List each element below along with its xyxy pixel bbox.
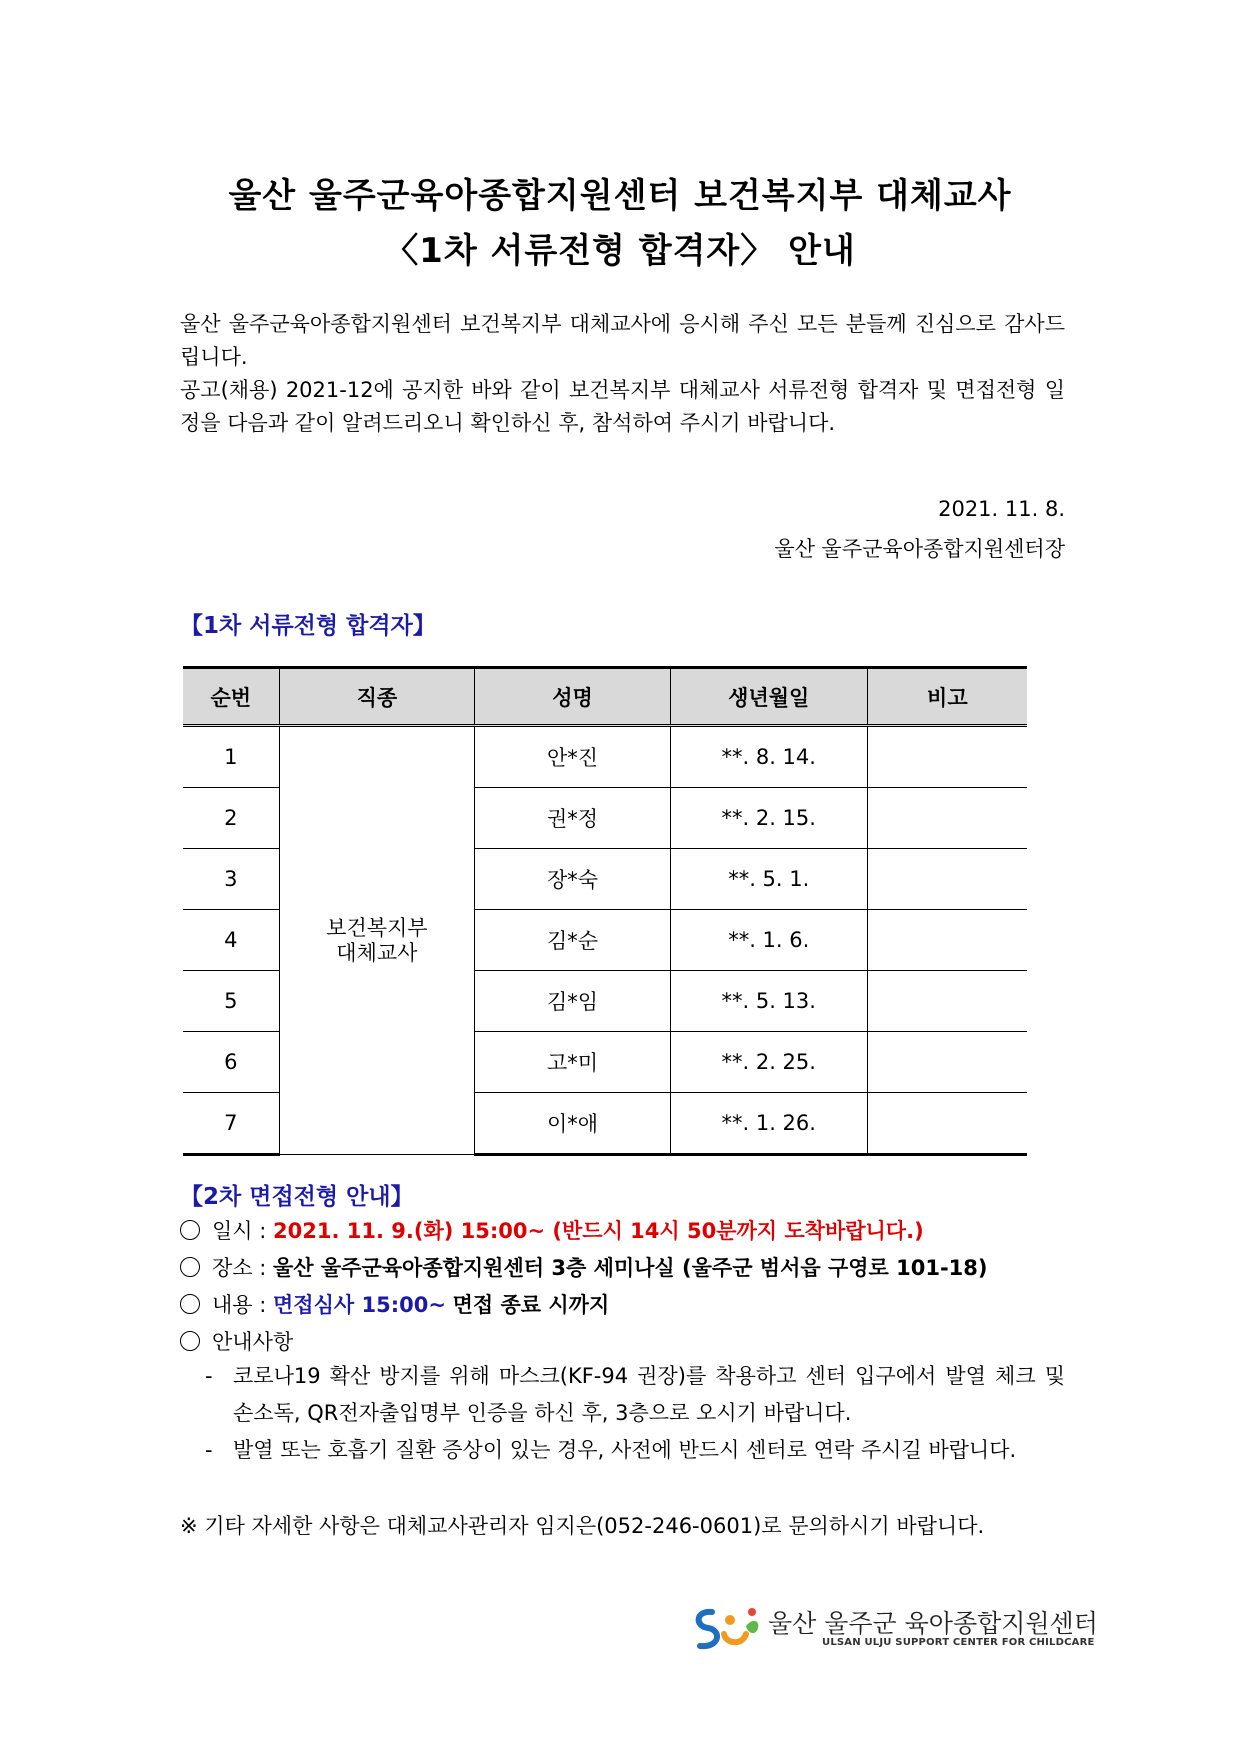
document-title-line2: 〈1차 서류전형 합격자〉 안내 (384, 231, 856, 271)
cell-birthdate: **. 8. 14. (670, 726, 867, 788)
circle-bullet-icon (180, 1331, 200, 1351)
notice-item (205, 1432, 1065, 1469)
content-label: 내용 : (212, 1293, 267, 1317)
circle-bullet-icon (180, 1257, 200, 1277)
cell-no: 7 (183, 1093, 279, 1155)
header-name: 성명 (475, 668, 671, 726)
cell-no: 4 (183, 910, 279, 971)
intro-paragraph (180, 308, 1065, 440)
cell-job-type (279, 726, 475, 1155)
notice-item-text: 코로나19 확산 방지를 위해 마스크(KF-94 권장)를 착용하고 센터 입구에서 발열 체크 및 손소독, QR전자출입명부 인증을 하신 후, 3층으로 오시기 바랍니다. (233, 1364, 1065, 1425)
cell-note (867, 726, 1027, 788)
interview-place-line (180, 1252, 988, 1282)
interview-datetime-line (180, 1215, 924, 1245)
header-note: 비고 (867, 668, 1027, 726)
place-label: 장소 : (212, 1256, 267, 1280)
cell-birthdate: **. 2. 25. (670, 1032, 867, 1093)
cell-birthdate: **. 5. 13. (670, 971, 867, 1032)
cell-note (867, 910, 1027, 971)
place-value: 울산 울주군육아종합지원센터 3층 세미나실 (울주군 범서읍 구영로 101-18) (273, 1256, 988, 1280)
interview-notice-line (180, 1326, 293, 1356)
cell-note (867, 849, 1027, 910)
cell-no: 3 (183, 849, 279, 910)
cell-note (867, 971, 1027, 1032)
center-logo (690, 1600, 1098, 1656)
table-header-row (183, 668, 1027, 726)
cell-no: 5 (183, 971, 279, 1032)
center-logo-icon (690, 1600, 764, 1654)
cell-birthdate: **. 2. 15. (670, 788, 867, 849)
notice-item (205, 1358, 1065, 1432)
interview-content-line (180, 1289, 609, 1319)
job-type-line1: 보건복지부 (326, 915, 428, 940)
cell-birthdate: **. 5. 1. (670, 849, 867, 910)
cell-name: 권*정 (475, 788, 671, 849)
document-title-line1: 울산 울주군육아종합지원센터 보건복지부 대체교사 (228, 176, 1012, 216)
intro-sentence-2: 공고(채용) 2021-12에 공지한 바와 같이 보건복지부 대체교사 서류전형 합격자 및 면접전형 일정을 다음과 같이 알려드리오니 확인하신 후, 참석하여 주시기 바랍니다. (180, 378, 1065, 435)
cell-note (867, 1093, 1027, 1155)
cell-name: 김*임 (475, 971, 671, 1032)
header-job-type: 직종 (279, 668, 475, 726)
cell-note (867, 1032, 1027, 1093)
header-no: 순번 (183, 668, 279, 726)
cell-name: 고*미 (475, 1032, 671, 1093)
job-type-line2: 대체교사 (336, 940, 418, 965)
cell-name: 김*순 (475, 910, 671, 971)
dash-bullet: - (205, 1438, 213, 1462)
content-value-rest: 면접 종료 시까지 (452, 1293, 610, 1317)
cell-no: 6 (183, 1032, 279, 1093)
cell-name: 장*숙 (475, 849, 671, 910)
cell-name: 안*진 (475, 726, 671, 788)
table-row (183, 726, 1027, 788)
section-heading-document-screening: 【1차 서류전형 합격자】 (180, 613, 436, 639)
header-birthdate: 생년월일 (670, 668, 867, 726)
cell-birthdate: **. 1. 26. (670, 1093, 867, 1155)
content-value-highlight: 면접심사 15:00~ (273, 1293, 446, 1317)
circle-bullet-icon (180, 1294, 200, 1314)
logo-name-english: ULSAN ULJU SUPPORT CENTER FOR CHILDCARE (822, 1637, 1095, 1648)
cell-birthdate: **. 1. 6. (670, 910, 867, 971)
document-sender: 울산 울주군육아종합지원센터장 (774, 537, 1065, 561)
intro-sentence-1: 울산 울주군육아종합지원센터 보건복지부 대체교사에 응시해 주신 모든 분들께 진심으로 감사드립니다. (180, 312, 1065, 369)
dash-bullet: - (205, 1364, 213, 1388)
document-date: 2021. 11. 8. (938, 497, 1065, 521)
cell-no: 2 (183, 788, 279, 849)
cell-note (867, 788, 1027, 849)
logo-name-korean: 울산 울주군 육아종합지원센터 (768, 1609, 1098, 1638)
datetime-label: 일시 : (212, 1219, 267, 1243)
cell-no: 1 (183, 726, 279, 788)
section-heading-interview: 【2차 면접전형 안내】 (180, 1184, 414, 1210)
circle-bullet-icon (180, 1220, 200, 1240)
cell-name: 이*애 (475, 1093, 671, 1155)
notice-label: 안내사항 (212, 1330, 294, 1354)
datetime-value: 2021. 11. 9.(화) 15:00~ (반드시 14시 50분까지 도착바랍니다.) (273, 1219, 924, 1243)
passers-table (183, 666, 1027, 1156)
contact-note: ※ 기타 자세한 사항은 대체교사관리자 임지은(052-246-0601)로 문의하시기 바랍니다. (180, 1514, 985, 1538)
notice-item-text: 발열 또는 호흡기 질환 증상이 있는 경우, 사전에 반드시 센터로 연락 주시길 바랍니다. (233, 1438, 1017, 1462)
